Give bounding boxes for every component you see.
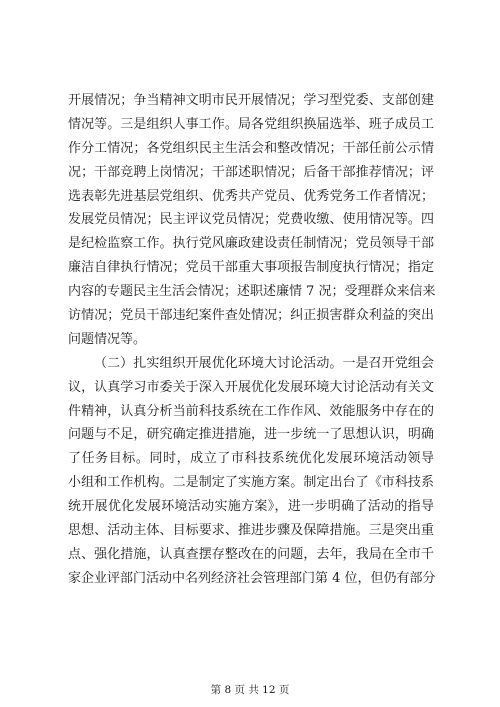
- body-text: [68, 89, 434, 591]
- text-line: 况；干部竞聘上岗情况；干部述职情况；后备干部推荐情况；评: [68, 164, 434, 180]
- text-line: 是纪检监察工作。执行党风廉政建设责任制情况；党员领导干部: [68, 236, 434, 252]
- text-line: 问题与不足，研究确定推进措施，进一步统一了思想认识，明确: [68, 427, 434, 443]
- page-number-label: 第 8 页 共 12 页: [210, 684, 290, 696]
- text-line: 开展情况；争当精神文明市民开展情况；学习型党委、支部创建: [68, 93, 434, 108]
- text-line: 廉洁自律执行情况；党员干部重大事项报告制度执行情况；指定: [68, 260, 434, 276]
- text-line: 选表彰先进基层党组织、优秀共产党员、优秀党务工作者情况；: [68, 188, 434, 204]
- text-line: 情况等。三是组织人事工作。局各党组织换届选举、班子成员工: [68, 116, 434, 132]
- text-line: 统开展优化发展环境活动实施方案》，进一步明确了活动的指导: [68, 499, 434, 515]
- text-line: 作分工情况；各党组织民主生活会和整改情况；干部任前公示情: [68, 140, 434, 156]
- paragraph-start-line: （二）扎实组织开展优化环境大讨论活动。一是召开党组会: [94, 355, 434, 371]
- text-line: 了任务目标。同时，成立了市科技系统优化发展环境活动领导: [68, 451, 434, 467]
- text-line: 访情况；党员干部违纪案件查处情况；纠正损害群众利益的突出: [68, 308, 434, 324]
- text-line: 发展党员情况；民主评议党员情况；党费收缴、使用情况等。四: [68, 212, 434, 228]
- text-line: 件精神，认真分析当前科技系统在工作作风、效能服务中存在的: [68, 403, 434, 419]
- page-footer: [0, 682, 500, 697]
- text-line: 问题情况等。: [68, 331, 147, 347]
- text-line: 议，认真学习市委关于深入开展优化发展环境大讨论活动有关文: [68, 379, 434, 395]
- text-line: 思想、活动主体、目标要求、推进步骤及保障措施。三是突出重: [68, 523, 434, 539]
- text-line: 点、强化措施，认真查摆存整改在的问题，去年，我局在全市千: [68, 546, 434, 562]
- text-line: 内容的专题民主生活会情况；述职述廉情 7 况；受理群众来信来: [68, 284, 436, 300]
- text-line: 小组和工作机构。二是制定了实施方案。制定出台了《市科技系: [68, 475, 434, 491]
- text-line: 家企业评部门活动中名列经济社会管理部门第 4 位，但仍有部分: [68, 570, 436, 586]
